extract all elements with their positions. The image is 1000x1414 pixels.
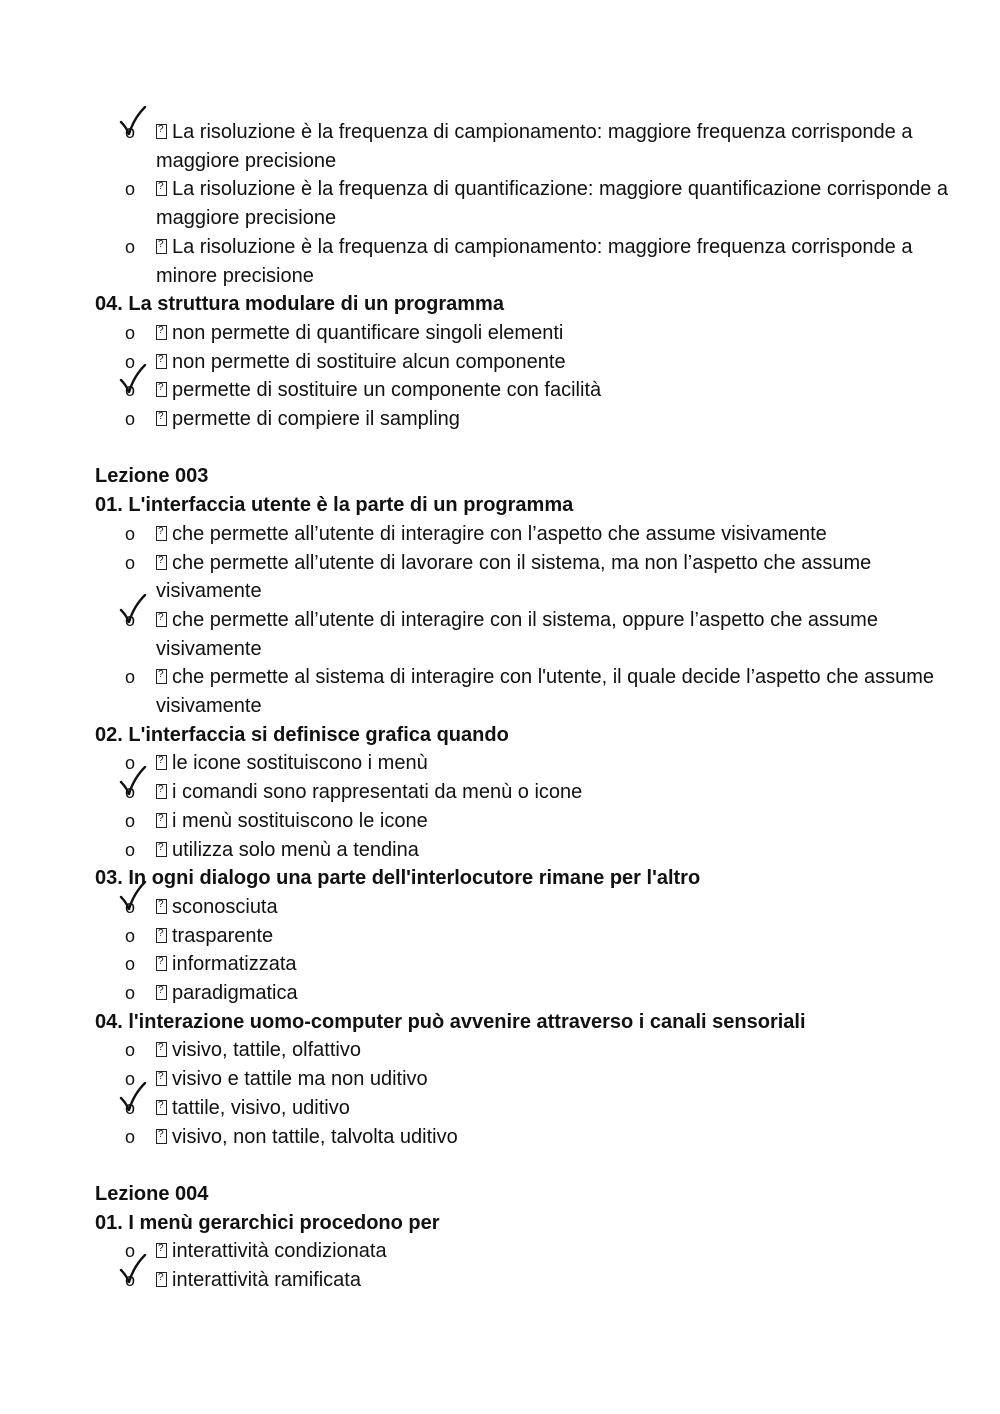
checkmark-icon [119,1254,147,1284]
bullet-icon: o [125,351,136,372]
bullet-icon: o [125,322,136,343]
missing-glyph-icon [156,956,167,971]
option-text: che permette al sistema di interagire con l'utente, il quale decide l’aspetto che assume visivamente [156,666,935,718]
missing-glyph-icon [156,985,167,1000]
checkmark-icon [119,881,147,911]
lesson-heading: Lezione 004 [95,1182,209,1205]
option-text: le icone sostituiscono i menù [172,752,428,775]
option-text: che permette all’utente di interagire con il sistema, oppure l’aspetto che assume visivamente [156,608,878,660]
option-text: La risoluzione è la frequenza di quantificazione: maggiore quantificazione corrisponde a maggiore precisione [156,178,949,230]
answer-option-correct [95,1266,956,1295]
option-text: che permette all’utente di lavorare con il sistema, ma non l’aspetto che assume visivamente [156,551,872,603]
bullet-icon: o [125,1126,136,1147]
checkmark-icon [119,364,147,394]
answer-option-correct [95,118,956,175]
bullet-icon: o [125,236,136,257]
answer-option [95,1237,956,1266]
answer-option-correct [95,893,956,922]
bullet-icon: o [125,1069,136,1090]
missing-glyph-icon [156,325,167,340]
option-text: La risoluzione è la frequenza di campionamento: maggiore frequenza corrisponde a maggiore precisione [156,121,913,172]
answer-option [95,663,956,720]
option-text: visivo, tattile, olfattivo [172,1039,361,1062]
answer-option [95,233,956,290]
answer-option-correct [95,376,956,405]
answer-option [95,520,956,549]
bullet-icon: o [125,925,136,946]
answer-option [95,1036,956,1065]
question-title: 01. I menù gerarchici procedono per [95,1211,440,1234]
missing-glyph-icon [156,1272,167,1287]
option-text: informatizzata [172,953,297,976]
question-title: 02. L'interfaccia si definisce grafica quando [95,723,509,746]
option-text: La risoluzione è la frequenza di campionamento: maggiore frequenza corrisponde a minore precisione [156,235,913,287]
answer-option [95,922,956,951]
bullet-icon: o [125,179,136,200]
missing-glyph-icon [156,555,167,570]
answer-option [95,836,956,865]
option-text: visivo, non tattile, talvolta uditivo [172,1125,458,1148]
question-title: 04. La struttura modulare di un programma [95,293,504,316]
question-title: 04. l'interazione uomo-computer può avvenire attraverso i canali sensoriali [95,1010,806,1033]
lesson-heading: Lezione 003 [95,465,209,488]
missing-glyph-icon [156,411,167,426]
option-text: i menù sostituiscono le icone [172,809,428,832]
bullet-icon: o [125,1241,136,1262]
option-text: visivo e tattile ma non uditivo [172,1068,428,1091]
bullet-icon: o [125,896,136,917]
answer-option [95,950,956,979]
missing-glyph-icon [156,813,167,828]
answer-option [95,405,956,434]
answer-option [95,175,956,232]
bullet-icon: o [125,409,136,430]
bullet-icon: o [125,1097,136,1118]
missing-glyph-icon [156,842,167,857]
question-title: 03. In ogni dialogo una parte dell'interlocutore rimane per l'altro [95,867,701,890]
option-text: tattile, visivo, uditivo [172,1096,350,1119]
checkmark-icon [119,1082,147,1112]
option-text: utilizza solo menù a tendina [172,838,419,861]
answer-option-correct [95,606,956,663]
bullet-icon: o [125,810,136,831]
bullet-icon: o [125,753,136,774]
missing-glyph-icon [156,1129,167,1144]
answer-option [95,1123,956,1152]
bullet-icon: o [125,552,136,573]
missing-glyph-icon [156,784,167,799]
bullet-icon: o [125,983,136,1004]
answer-option-correct [95,1094,956,1123]
missing-glyph-icon [156,1243,167,1258]
bullet-icon: o [125,380,136,401]
bullet-icon: o [125,782,136,803]
bullet-icon: o [125,954,136,975]
missing-glyph-icon [156,526,167,541]
answer-option [95,348,956,377]
checkmark-icon [119,106,147,136]
option-text: permette di compiere il sampling [172,408,460,431]
answer-option [95,979,956,1008]
bullet-icon: o [125,523,136,544]
bullet-icon: o [125,609,136,630]
missing-glyph-icon [156,755,167,770]
missing-glyph-icon [156,669,167,684]
missing-glyph-icon [156,1100,167,1115]
answer-option [95,549,956,606]
bullet-icon: o [125,122,136,142]
missing-glyph-icon [156,124,167,139]
missing-glyph-icon [156,899,167,914]
option-text: i comandi sono rappresentati da menù o icone [172,781,583,804]
answer-option [95,1065,956,1094]
checkmark-icon [119,766,147,796]
option-text: che permette all’utente di interagire con l’aspetto che assume visivamente [172,522,827,545]
option-text: non permette di quantificare singoli elementi [172,321,564,344]
option-text: paradigmatica [172,982,298,1005]
missing-glyph-icon [156,382,167,397]
answer-option [95,319,956,348]
bullet-icon: o [125,839,136,860]
bullet-icon: o [125,1040,136,1061]
missing-glyph-icon [156,1071,167,1086]
missing-glyph-icon [156,1042,167,1057]
option-text: sconosciuta [172,895,278,918]
option-text: trasparente [172,924,274,947]
question-title: 01. L'interfaccia utente è la parte di un programma [95,494,574,517]
option-text: non permette di sostituire alcun componente [172,350,566,373]
missing-glyph-icon [156,612,167,627]
missing-glyph-icon [156,239,167,254]
option-text: interattività ramificata [172,1269,361,1292]
checkmark-icon [119,594,147,624]
option-text: interattività condizionata [172,1240,387,1263]
answer-option [95,807,956,836]
answer-option-correct [95,778,956,807]
bullet-icon: o [125,667,136,688]
missing-glyph-icon [156,928,167,943]
answer-option [95,749,956,778]
quiz-content [95,118,949,1295]
option-text: permette di sostituire un componente con facilità [172,379,602,402]
missing-glyph-icon [156,354,167,369]
missing-glyph-icon [156,181,167,196]
bullet-icon: o [125,1270,136,1291]
